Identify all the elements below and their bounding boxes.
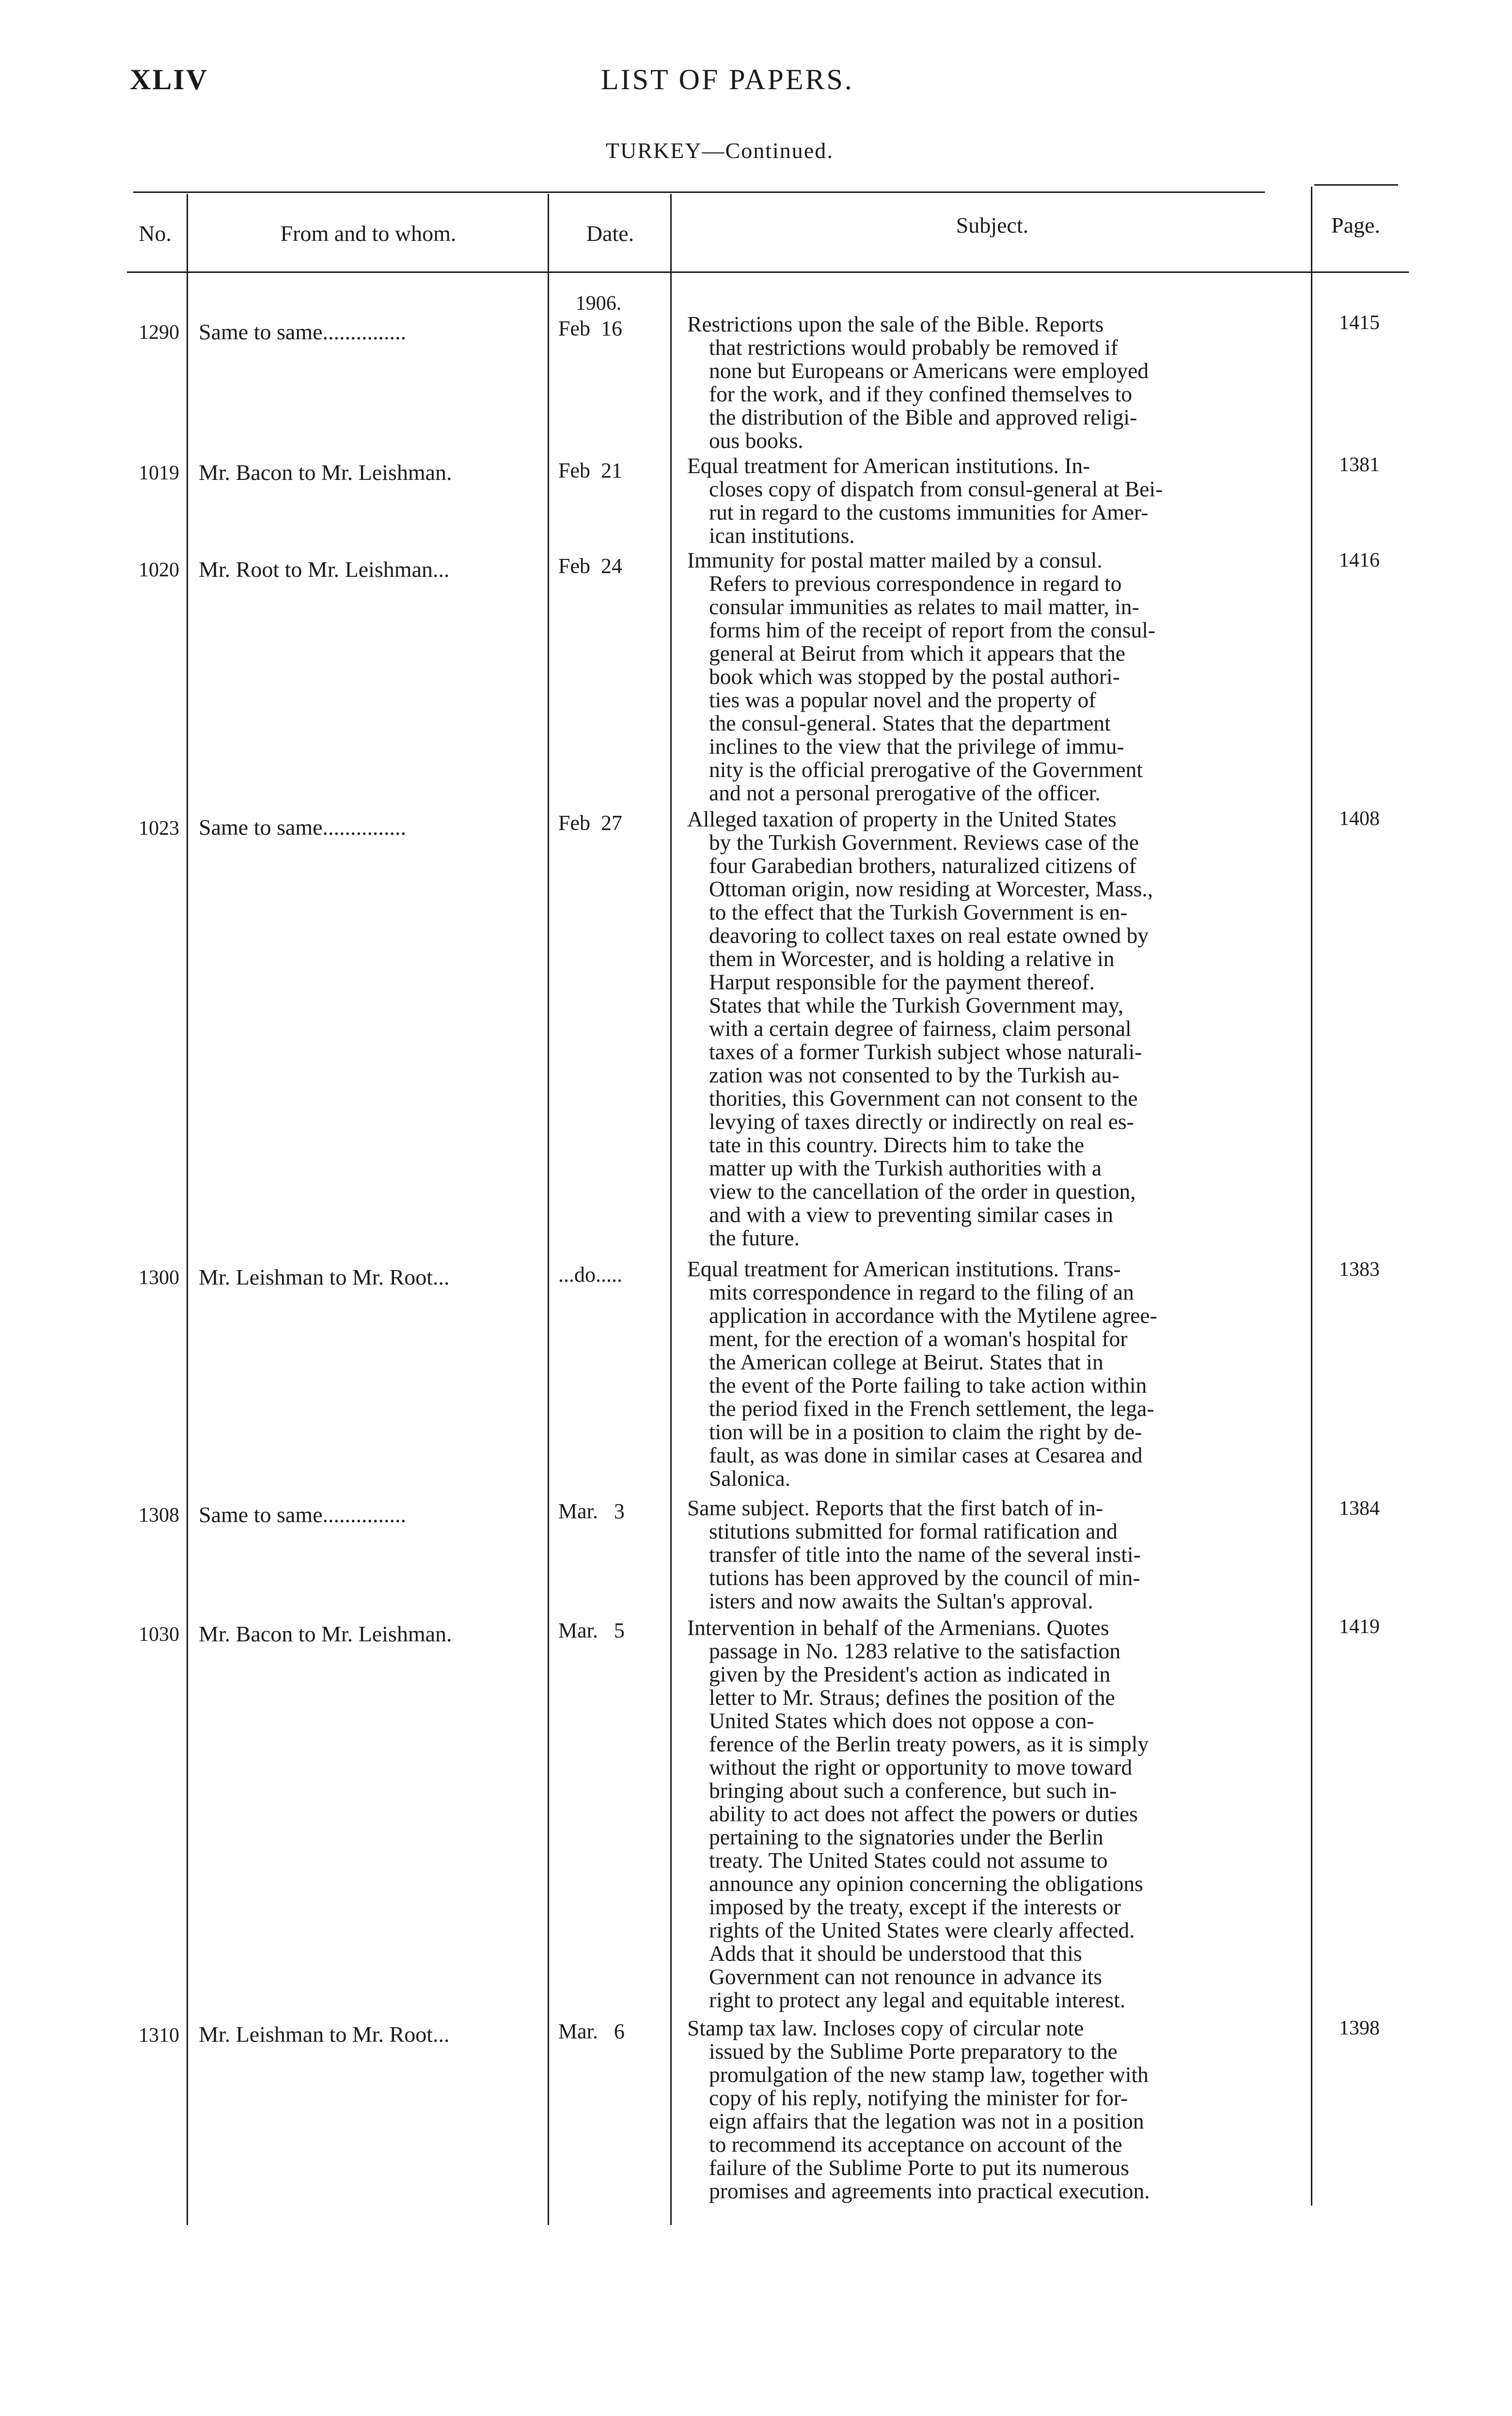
subject-line: consular immunities as relates to mail matter, in- xyxy=(709,594,1139,619)
row-subject xyxy=(687,549,1298,805)
subject-line: copy of his reply, notifying the minister for for- xyxy=(709,2085,1128,2110)
year-label: 1906. xyxy=(575,292,622,315)
subject-line: Restrictions upon the sale of the Bible. Reports xyxy=(687,312,1104,336)
row-number: 1300 xyxy=(139,1267,179,1289)
subject-line: promises and agreements into practical execution. xyxy=(709,2178,1150,2203)
subject-line: bringing about such a conference, but such in- xyxy=(709,1778,1117,1803)
subject-line: Adds that it should be understood that this xyxy=(709,1941,1082,1966)
row-page: 1419 xyxy=(1339,1616,1380,1638)
subject-line: Alleged taxation of property in the United States xyxy=(687,807,1117,831)
subject-line: and not a personal prerogative of the officer. xyxy=(709,780,1101,805)
row-number: 1290 xyxy=(139,321,179,344)
subject-line: the future. xyxy=(709,1225,800,1250)
row-from-to: Same to same............... xyxy=(199,815,406,840)
row-page: 1383 xyxy=(1339,1258,1380,1281)
subject-line: pertaining to the signatories under the Berlin xyxy=(709,1825,1103,1849)
running-head: LIST OF PAPERS. xyxy=(601,64,854,95)
subject-line: the event of the Porte failing to take action within xyxy=(709,1373,1147,1398)
subject-line: failure of the Sublime Porte to put its numerous xyxy=(709,2155,1129,2180)
row-from-to: Mr. Bacon to Mr. Leishman. xyxy=(199,1621,452,1646)
subject-line: book which was stopped by the postal authori- xyxy=(709,664,1120,689)
subject-line: treaty. The United States could not assume to xyxy=(709,1848,1108,1873)
column-header-page: Page. xyxy=(1331,213,1380,238)
subject-line: given by the President's action as indicated in xyxy=(709,1662,1111,1686)
subject-line: by the Turkish Government. Reviews case of the xyxy=(709,830,1139,855)
row-page: 1381 xyxy=(1339,454,1380,476)
row-from-to: Mr. Bacon to Mr. Leishman. xyxy=(199,460,452,485)
row-page: 1384 xyxy=(1339,1497,1380,1520)
row-subject xyxy=(687,1257,1298,1490)
subject-line: none but Europeans or Americans were employed xyxy=(709,358,1149,383)
subject-line: Government can not renounce in advance its xyxy=(709,1964,1102,1989)
subject-line: forms him of the receipt of report from the consul- xyxy=(709,618,1156,642)
row-date: Feb 21 xyxy=(558,459,622,482)
subject-line: Salonica. xyxy=(709,1466,791,1491)
row-number: 1308 xyxy=(139,1504,179,1526)
row-page: 1408 xyxy=(1339,808,1380,830)
subject-line: Equal treatment for American institutions. Trans- xyxy=(687,1256,1121,1281)
subject-line: promulgation of the new stamp law, together with xyxy=(709,2062,1149,2087)
row-subject xyxy=(687,808,1298,1250)
subject-line: Equal treatment for American institutions. In- xyxy=(687,453,1090,478)
subject-line: the period fixed in the French settlement, the lega- xyxy=(709,1396,1154,1421)
subject-line: that restrictions would probably be removed if xyxy=(709,335,1118,360)
row-subject xyxy=(687,313,1298,452)
column-header-date: Date. xyxy=(586,221,634,246)
subject-line: rights of the United States were clearly affected. xyxy=(709,1918,1135,1942)
subject-line: Refers to previous correspondence in regard to xyxy=(709,571,1122,596)
row-subject xyxy=(687,454,1298,547)
subject-line: eign affairs that the legation was not in a position xyxy=(709,2109,1144,2133)
subject-line: taxes of a former Turkish subject whose naturali- xyxy=(709,1039,1142,1064)
subject-line: tion will be in a position to claim the right by de- xyxy=(709,1419,1142,1444)
page-number: XLIV xyxy=(130,64,209,95)
table-top-rule xyxy=(133,191,1265,193)
row-number: 1030 xyxy=(139,1623,179,1646)
subject-line: States that while the Turkish Government may, xyxy=(709,993,1124,1017)
subject-line: letter to Mr. Straus; defines the position of the xyxy=(709,1685,1115,1710)
subject-line: zation was not consented to by the Turkish au- xyxy=(709,1063,1119,1087)
subject-line: ican institutions. xyxy=(709,523,855,548)
row-from-to: Mr. Root to Mr. Leishman... xyxy=(199,557,450,582)
subject-line: and with a view to preventing similar cases in xyxy=(709,1202,1113,1227)
subject-line: announce any opinion concerning the obligations xyxy=(709,1871,1143,1896)
row-date: ...do..... xyxy=(558,1263,622,1287)
row-subject xyxy=(687,2017,1298,2203)
row-page: 1398 xyxy=(1339,2017,1380,2039)
row-date: Mar. 6 xyxy=(558,2019,625,2043)
subject-line: application in accordance with the Mytilene agree- xyxy=(709,1303,1157,1328)
row-date: Feb 27 xyxy=(558,811,622,835)
subject-line: for the work, and if they confined themselves to xyxy=(709,381,1133,406)
column-divider-3 xyxy=(670,194,672,2225)
column-header-subject: Subject. xyxy=(956,213,1029,238)
subject-line: Immunity for postal matter mailed by a consul. xyxy=(687,548,1102,572)
section-title: TURKEY—Continued. xyxy=(606,138,834,163)
column-header-from-to: From and to whom. xyxy=(280,221,457,246)
subject-line: nity is the official prerogative of the Government xyxy=(709,757,1143,782)
subject-line: Stamp tax law. Incloses copy of circular note xyxy=(687,2016,1084,2040)
row-date: Mar. 3 xyxy=(558,1499,625,1523)
subject-line: the distribution of the Bible and approved religi- xyxy=(709,405,1137,429)
subject-line: isters and now awaits the Sultan's approval. xyxy=(709,1589,1093,1613)
row-number: 1020 xyxy=(139,559,179,581)
subject-line: general at Beirut from which it appears that the xyxy=(709,641,1126,666)
row-subject xyxy=(687,1616,1298,2012)
row-date: Feb 16 xyxy=(558,317,622,340)
header-bottom-rule xyxy=(127,271,1409,273)
subject-line: stitutions submitted for formal ratification and xyxy=(709,1519,1118,1543)
table-top-rule-right xyxy=(1314,184,1398,186)
subject-line: four Garabedian brothers, naturalized citizens of xyxy=(709,853,1136,878)
subject-line: fault, as was done in similar cases at Cesarea and xyxy=(709,1443,1143,1467)
subject-line: Harput responsible for the payment thereof. xyxy=(709,970,1095,994)
column-divider-4 xyxy=(1311,187,1312,2206)
row-number: 1023 xyxy=(139,817,179,840)
subject-line: inclines to the view that the privilege of immu- xyxy=(709,734,1124,759)
row-number: 1019 xyxy=(139,462,179,484)
subject-line: ties was a popular novel and the property of xyxy=(709,687,1096,712)
subject-line: without the right or opportunity to move toward xyxy=(709,1755,1133,1780)
subject-line: right to protect any legal and equitable interest. xyxy=(709,1987,1126,2012)
subject-line: the American college at Beirut. States that in xyxy=(709,1350,1103,1374)
row-date: Feb 24 xyxy=(558,554,622,578)
subject-line: issued by the Sublime Porte preparatory to the xyxy=(709,2039,1118,2064)
subject-line: tutions has been approved by the council of min- xyxy=(709,1565,1140,1590)
row-page: 1416 xyxy=(1339,549,1380,572)
subject-line: Ottoman origin, now residing at Worcester, Mass., xyxy=(709,876,1153,901)
subject-line: imposed by the treaty, except if the interests or xyxy=(709,1894,1121,1919)
subject-line: United States which does not oppose a con- xyxy=(709,1708,1094,1733)
subject-line: Intervention in behalf of the Armenians. Quotes xyxy=(687,1615,1109,1640)
row-date: Mar. 5 xyxy=(558,1619,625,1642)
subject-line: mits correspondence in regard to the filing of an xyxy=(709,1280,1134,1304)
column-divider-1 xyxy=(187,194,188,2225)
row-from-to: Mr. Leishman to Mr. Root... xyxy=(199,2022,450,2047)
column-header-no: No. xyxy=(139,221,172,246)
subject-line: matter up with the Turkish authorities with a xyxy=(709,1156,1102,1180)
subject-line: thorities, this Government can not consent to the xyxy=(709,1086,1138,1111)
row-from-to: Mr. Leishman to Mr. Root... xyxy=(199,1265,450,1289)
subject-line: to the effect that the Turkish Government is en- xyxy=(709,900,1128,924)
row-from-to: Same to same............... xyxy=(199,1502,406,1527)
subject-line: ment, for the erection of a woman's hospital for xyxy=(709,1326,1128,1351)
subject-line: ference of the Berlin treaty powers, as it is simply xyxy=(709,1732,1149,1756)
subject-line: view to the cancellation of the order in question, xyxy=(709,1179,1136,1204)
subject-line: rut in regard to the customs immunities for Amer- xyxy=(709,500,1149,525)
subject-line: the consul-general. States that the department xyxy=(709,711,1111,735)
subject-line: levying of taxes directly or indirectly on real es- xyxy=(709,1109,1134,1134)
subject-line: deavoring to collect taxes on real estate owned by xyxy=(709,923,1149,948)
subject-line: passage in No. 1283 relative to the satisfaction xyxy=(709,1638,1121,1663)
subject-line: Same subject. Reports that the first batch of in- xyxy=(687,1495,1103,1520)
subject-line: ous books. xyxy=(709,428,803,453)
row-from-to: Same to same............... xyxy=(199,319,406,344)
subject-line: with a certain degree of fairness, claim personal xyxy=(709,1016,1132,1041)
subject-line: ability to act does not affect the powers or duties xyxy=(709,1801,1138,1826)
subject-line: closes copy of dispatch from consul-general at Bei- xyxy=(709,477,1163,501)
subject-line: them in Worcester, and is holding a relative in xyxy=(709,946,1115,971)
row-subject xyxy=(687,1496,1298,1613)
column-divider-2 xyxy=(548,194,549,2225)
subject-line: transfer of title into the name of the several insti- xyxy=(709,1542,1141,1567)
subject-line: tate in this country. Directs him to take the xyxy=(709,1132,1085,1157)
row-number: 1310 xyxy=(139,2024,179,2047)
subject-line: to recommend its acceptance on account of the xyxy=(709,2132,1122,2157)
row-page: 1415 xyxy=(1339,312,1380,334)
